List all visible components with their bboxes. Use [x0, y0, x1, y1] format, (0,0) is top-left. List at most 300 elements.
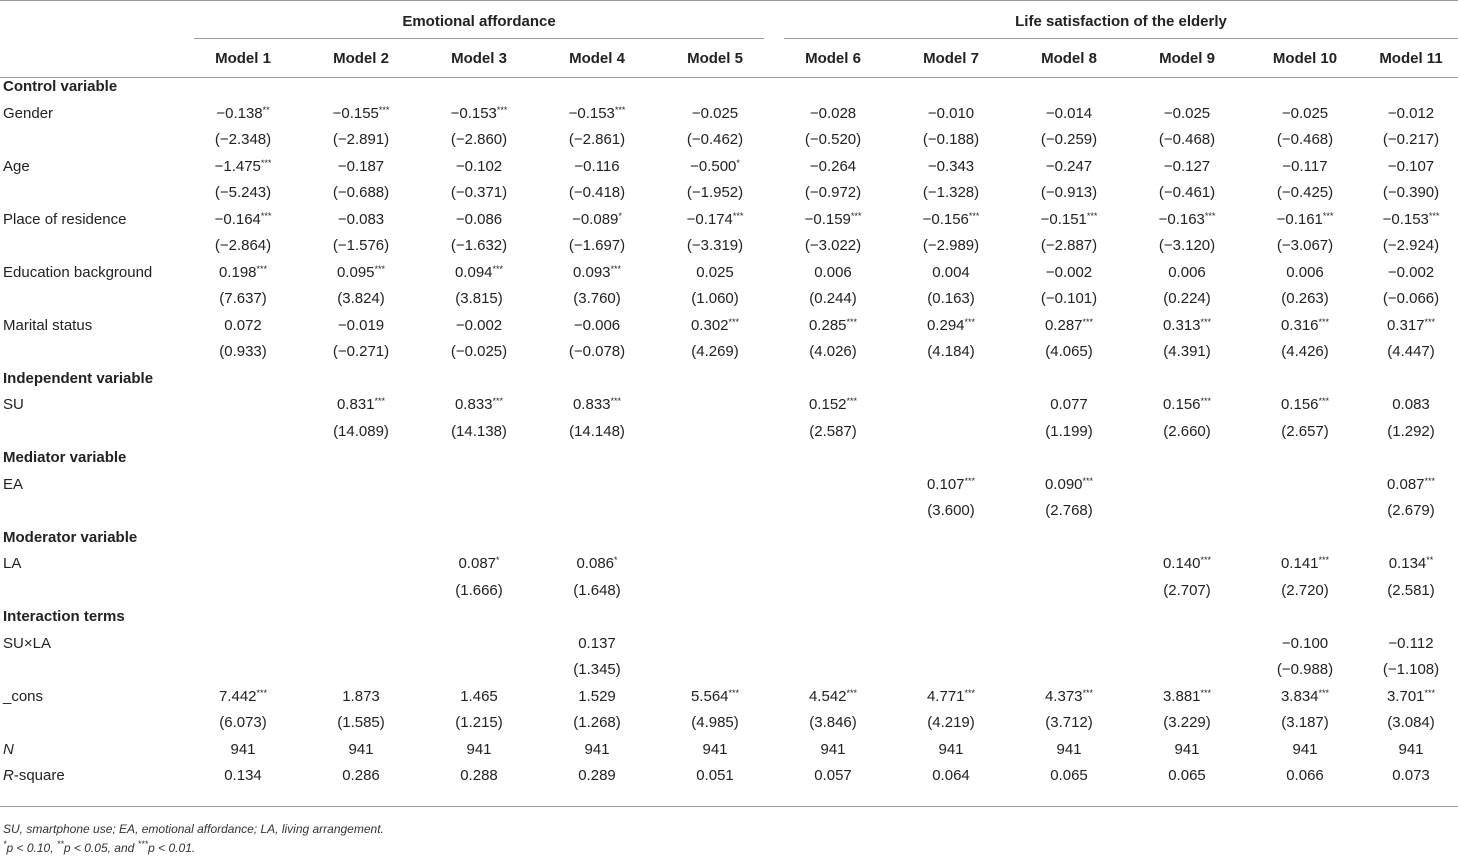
cell-model-8: (3.712): [1045, 714, 1093, 732]
cell-model-4: [538, 472, 656, 499]
cell-model-11: (−0.217): [1382, 131, 1440, 149]
cell-model-1: 0.198***: [218, 263, 268, 281]
header-rule: [0, 77, 1458, 78]
cell-model-4: −0.116: [574, 157, 620, 175]
row-label: Place of residence: [3, 210, 127, 228]
cell-model-7: [892, 419, 1010, 446]
significance-stars: ***: [378, 104, 390, 115]
cell-model-11: −0.112: [1388, 634, 1434, 652]
cell-model-1: [184, 551, 302, 578]
significance-stars: ***: [256, 263, 268, 274]
row-label: [0, 127, 184, 154]
cell-model-7: 0.004: [932, 263, 970, 281]
cell-model-4: (−2.861): [568, 131, 626, 149]
cell-model-11: (2.581): [1387, 581, 1435, 599]
significance-stars: ***: [260, 157, 272, 168]
cell-model-3: −0.086: [455, 210, 503, 228]
cell-model-7: 0.064: [932, 767, 970, 785]
significance-stars: ***: [1200, 555, 1212, 566]
cell-model-9: (4.391): [1163, 343, 1211, 361]
significance-stars: ***: [137, 839, 149, 849]
cell-model-7: −0.343: [927, 157, 975, 175]
cell-model-6: (4.026): [809, 343, 857, 361]
row-label: N: [3, 740, 14, 758]
cell-model-6: [774, 578, 892, 605]
footnote-abbreviations: SU, smartphone use; EA, emotional affordance; LA, living arrangement.: [3, 822, 384, 836]
cell-model-8: −0.002: [1045, 263, 1093, 281]
cell-model-11: (1.292): [1387, 422, 1435, 440]
regression-table: [0, 44, 1458, 790]
cell-model-5: [656, 631, 774, 658]
cell-model-11: (3.084): [1387, 714, 1435, 732]
column-header-model-3: Model 3: [451, 50, 507, 67]
cell-model-9: (−0.461): [1158, 184, 1216, 202]
cell-model-5: (4.985): [691, 714, 739, 732]
significance-stars: *: [736, 157, 740, 168]
cell-model-10: (−0.988): [1276, 661, 1334, 679]
cell-model-11: −0.002: [1387, 263, 1435, 281]
significance-stars: ***: [846, 396, 858, 407]
cell-model-2: [302, 498, 420, 525]
t-stat-row: [0, 127, 1458, 154]
cell-model-11: −0.153***: [1382, 210, 1440, 228]
cell-model-6: 941: [820, 740, 846, 758]
t-stat-row: [0, 498, 1458, 525]
cell-model-10: (4.426): [1281, 343, 1329, 361]
column-header-row: [0, 44, 1458, 74]
row-label: Age: [3, 157, 30, 175]
cell-model-5: −0.500*: [690, 157, 740, 175]
cell-model-3: [420, 657, 538, 684]
significance-stars: ***: [492, 263, 504, 274]
cell-model-6: −0.028: [809, 104, 857, 122]
cell-model-5: [656, 551, 774, 578]
section-row: [0, 525, 1458, 552]
coefficient-row: [0, 472, 1458, 499]
cell-model-6: (3.846): [809, 714, 857, 732]
cell-model-9: (2.660): [1163, 422, 1211, 440]
section-label: Mediator variable: [3, 449, 127, 467]
row-label: [0, 498, 184, 525]
cell-model-10: (2.657): [1281, 422, 1329, 440]
cell-model-8: 0.287***: [1044, 316, 1094, 334]
significance-stars: ***: [1318, 316, 1330, 327]
row-label: Education background: [3, 263, 153, 281]
cell-model-6: (−0.972): [804, 184, 862, 202]
cell-model-5: (−1.952): [686, 184, 744, 202]
cell-model-7: (0.163): [927, 290, 975, 308]
cell-model-2: [302, 631, 420, 658]
cell-model-8: 0.077: [1050, 396, 1088, 414]
column-header-model-1: Model 1: [215, 50, 271, 67]
significance-stars: ***: [1424, 687, 1436, 698]
cell-model-1: 0.072: [224, 316, 262, 334]
significance-stars: *: [496, 555, 500, 566]
cell-model-7: [892, 392, 1010, 419]
cell-model-3: [420, 631, 538, 658]
cell-model-9: 0.140***: [1162, 555, 1212, 573]
cell-model-1: −0.164***: [214, 210, 272, 228]
cell-model-3: [420, 498, 538, 525]
significance-stars: ***: [850, 210, 862, 221]
cell-model-9: 0.313***: [1162, 316, 1212, 334]
cell-model-8: (−0.259): [1040, 131, 1098, 149]
row-label: _cons: [3, 687, 44, 705]
significance-stars: ***: [964, 475, 976, 486]
cell-model-6: (−3.022): [804, 237, 862, 255]
cell-model-8: 941: [1056, 740, 1082, 758]
cell-model-4: 0.833***: [572, 396, 622, 414]
row-label: [0, 419, 184, 446]
t-stat-row: [0, 578, 1458, 605]
cell-model-3: (1.215): [455, 714, 503, 732]
cell-model-8: 4.373***: [1044, 687, 1094, 705]
cell-model-3: (14.138): [451, 422, 507, 440]
cell-model-7: 4.771***: [926, 687, 976, 705]
cell-model-1: (−5.243): [214, 184, 272, 202]
cell-model-1: 941: [230, 740, 256, 758]
cell-model-9: 0.065: [1168, 767, 1206, 785]
row-label: [0, 180, 184, 207]
cell-model-8: −0.151***: [1040, 210, 1098, 228]
cell-model-11: (−0.390): [1382, 184, 1440, 202]
significance-stars: **: [56, 839, 64, 849]
cell-model-5: 0.302***: [690, 316, 740, 334]
cell-model-7: (3.600): [927, 502, 975, 520]
significance-stars: ***: [728, 687, 740, 698]
cell-model-10: 0.006: [1286, 263, 1324, 281]
row-label: SU×LA: [3, 634, 51, 652]
cell-model-1: [184, 657, 302, 684]
cell-model-4: 0.137: [578, 634, 616, 652]
significance-stars: ***: [374, 396, 386, 407]
column-header-model-4: Model 4: [569, 50, 625, 67]
cell-model-1: (6.073): [219, 714, 267, 732]
summary-stat-row: [0, 763, 1458, 790]
cell-model-8: [1010, 657, 1128, 684]
cell-model-4: (1.648): [573, 581, 621, 599]
cell-model-4: (−0.418): [568, 184, 626, 202]
section-row: [0, 445, 1458, 472]
cell-model-3: 0.087*: [458, 555, 500, 573]
cell-model-4: 941: [584, 740, 610, 758]
column-header-model-5: Model 5: [687, 50, 743, 67]
cell-model-2: (14.089): [333, 422, 389, 440]
cell-model-3: (−1.632): [450, 237, 508, 255]
coefficient-row: [0, 313, 1458, 340]
significance-stars: ***: [1428, 210, 1440, 221]
cell-model-11: 0.073: [1392, 767, 1430, 785]
cell-model-2: [302, 551, 420, 578]
t-stat-row: [0, 286, 1458, 313]
cell-model-8: [1010, 551, 1128, 578]
t-stat-row: [0, 233, 1458, 260]
significance-stars: ***: [1200, 316, 1212, 327]
cell-model-10: (2.720): [1281, 581, 1329, 599]
significance-stars: ***: [846, 316, 858, 327]
cell-model-6: (−0.520): [804, 131, 862, 149]
group-title-life-satisfaction: Life satisfaction of the elderly: [1015, 13, 1227, 30]
significance-stars: ***: [614, 104, 626, 115]
cell-model-11: (−1.108): [1382, 661, 1440, 679]
cell-model-7: (−2.989): [922, 237, 980, 255]
cell-model-2: (−1.576): [332, 237, 390, 255]
cell-model-10: −0.025: [1281, 104, 1329, 122]
cell-model-7: 0.294***: [926, 316, 976, 334]
cell-model-9: 0.156***: [1162, 396, 1212, 414]
cell-model-7: −0.156***: [922, 210, 980, 228]
cell-model-11: (−0.066): [1382, 290, 1440, 308]
cell-model-4: −0.153***: [568, 104, 626, 122]
cell-model-2: −0.019: [337, 316, 385, 334]
section-label: Independent variable: [3, 369, 154, 387]
cell-model-10: [1246, 472, 1364, 499]
cell-model-3: (−2.860): [450, 131, 508, 149]
column-header-model-11: Model 11: [1379, 50, 1443, 67]
cell-model-9: −0.163***: [1158, 210, 1216, 228]
cell-model-5: −0.174***: [686, 210, 744, 228]
significance-stars: ***: [256, 687, 268, 698]
significance-stars: **: [262, 104, 270, 115]
coefficient-row: [0, 260, 1458, 287]
cell-model-9: (3.229): [1163, 714, 1211, 732]
cell-model-1: (7.637): [219, 290, 267, 308]
cell-model-8: −0.247: [1045, 157, 1093, 175]
cell-model-3: −0.002: [455, 316, 503, 334]
cell-model-10: −0.117: [1282, 157, 1328, 175]
cell-model-1: 0.134: [224, 767, 262, 785]
section-row: [0, 604, 1458, 631]
cell-model-6: 0.057: [814, 767, 852, 785]
cell-model-6: [774, 551, 892, 578]
cell-model-2: 0.095***: [336, 263, 386, 281]
cell-model-9: [1128, 631, 1246, 658]
cell-model-11: (4.447): [1387, 343, 1435, 361]
cell-model-7: [892, 551, 1010, 578]
cell-model-11: 941: [1398, 740, 1424, 758]
cell-model-6: [774, 657, 892, 684]
cell-model-5: [656, 419, 774, 446]
cell-model-6: −0.159***: [804, 210, 862, 228]
cell-model-10: [1246, 498, 1364, 525]
t-stat-row: [0, 419, 1458, 446]
column-header-model-8: Model 8: [1041, 50, 1097, 67]
cell-model-4: (3.760): [573, 290, 621, 308]
column-header-model-9: Model 9: [1159, 50, 1215, 67]
cell-model-6: 4.542***: [808, 687, 858, 705]
cell-model-11: (2.679): [1387, 502, 1435, 520]
coefficient-row: [0, 551, 1458, 578]
cell-model-3: 0.833***: [454, 396, 504, 414]
significance-stars: ***: [968, 210, 980, 221]
table-body: [0, 74, 1458, 790]
cell-model-6: (2.587): [809, 422, 857, 440]
significance-stars: ***: [732, 210, 744, 221]
cell-model-2: (−2.891): [332, 131, 390, 149]
row-label: EA: [3, 475, 24, 493]
cell-model-5: −0.025: [691, 104, 739, 122]
column-header-model-10: Model 10: [1272, 50, 1338, 67]
cell-model-9: (0.224): [1163, 290, 1211, 308]
cell-model-7: [892, 631, 1010, 658]
cell-model-7: (4.219): [927, 714, 975, 732]
cell-model-3: 0.094***: [454, 263, 504, 281]
row-label: [0, 339, 184, 366]
cell-model-9: −0.127: [1163, 157, 1211, 175]
cell-model-1: [184, 392, 302, 419]
significance-stars: *: [614, 555, 618, 566]
significance-stars: ***: [1086, 210, 1098, 221]
significance-stars: ***: [496, 104, 508, 115]
cell-model-9: [1128, 657, 1246, 684]
cell-model-4: (−1.697): [568, 237, 626, 255]
cell-model-6: −0.264: [809, 157, 857, 175]
cell-model-11: 3.701***: [1386, 687, 1436, 705]
cell-model-4: 0.093***: [572, 263, 622, 281]
cell-model-9: 3.881***: [1162, 687, 1212, 705]
cell-model-6: [774, 631, 892, 658]
cell-model-7: (4.184): [927, 343, 975, 361]
cell-model-1: [184, 578, 302, 605]
coefficient-row: [0, 207, 1458, 234]
significance-stars: ***: [1318, 555, 1330, 566]
cell-model-6: (0.244): [809, 290, 857, 308]
cell-model-3: 0.288: [460, 767, 498, 785]
significance-stars: *: [618, 210, 622, 221]
cell-model-10: 0.156***: [1280, 396, 1330, 414]
cell-model-3: [420, 472, 538, 499]
significance-stars: ***: [964, 316, 976, 327]
section-label: Moderator variable: [3, 528, 138, 546]
cell-model-9: (−3.120): [1158, 237, 1216, 255]
cell-model-4: [538, 498, 656, 525]
significance-stars: ***: [1082, 316, 1094, 327]
cell-model-6: [774, 472, 892, 499]
significance-stars: ***: [728, 316, 740, 327]
cell-model-10: 0.141***: [1280, 555, 1330, 573]
cell-model-1: [184, 498, 302, 525]
significance-stars: ***: [964, 687, 976, 698]
cell-model-7: (−1.328): [922, 184, 980, 202]
coefficient-row: [0, 392, 1458, 419]
bottom-rule: [0, 806, 1458, 807]
cell-model-8: [1010, 631, 1128, 658]
significance-stars: **: [1426, 555, 1434, 566]
cell-model-2: (−0.688): [332, 184, 390, 202]
cell-model-9: 941: [1174, 740, 1200, 758]
cell-model-3: −0.102: [455, 157, 503, 175]
cell-model-6: [774, 498, 892, 525]
coefficient-row: [0, 101, 1458, 128]
cell-model-5: [656, 657, 774, 684]
cell-model-1: (0.933): [219, 343, 267, 361]
cell-model-1: [184, 419, 302, 446]
cell-model-3: −0.153***: [450, 104, 508, 122]
cell-model-5: [656, 392, 774, 419]
cell-model-11: −0.107: [1387, 157, 1435, 175]
cell-model-9: 0.006: [1168, 263, 1206, 281]
significance-stars: ***: [1318, 687, 1330, 698]
cell-model-2: (1.585): [337, 714, 385, 732]
cell-model-1: −0.138**: [216, 104, 270, 122]
t-stat-row: [0, 339, 1458, 366]
cell-model-5: [656, 472, 774, 499]
significance-stars: ***: [610, 396, 622, 407]
column-header-model-2: Model 2: [333, 50, 389, 67]
cell-model-4: (−0.078): [568, 343, 626, 361]
cell-model-10: (−3.067): [1276, 237, 1334, 255]
section-label: Control variable: [3, 78, 118, 96]
cell-model-5: 0.025: [696, 263, 734, 281]
cell-model-10: −0.100: [1281, 634, 1329, 652]
cell-model-8: 0.090***: [1044, 475, 1094, 493]
cell-model-3: (1.666): [455, 581, 503, 599]
cell-model-5: (4.269): [691, 343, 739, 361]
cell-model-1: (−2.864): [214, 237, 272, 255]
coefficient-row: [0, 154, 1458, 181]
cell-model-11: 0.317***: [1386, 316, 1436, 334]
cell-model-2: −0.187: [337, 157, 385, 175]
cell-model-9: (−0.468): [1158, 131, 1216, 149]
cell-model-10: (0.263): [1281, 290, 1329, 308]
cell-model-10: −0.161***: [1276, 210, 1334, 228]
row-label: LA: [3, 555, 22, 573]
cell-model-11: 0.087***: [1386, 475, 1436, 493]
footnote-significance: *p < 0.10, **p < 0.05, and ***p < 0.01.: [3, 839, 196, 855]
row-label: [0, 710, 184, 737]
column-header-model-6: Model 6: [805, 50, 861, 67]
significance-stars: ***: [846, 687, 858, 698]
row-label: [0, 657, 184, 684]
group-title-emotional-affordance: Emotional affordance: [402, 13, 556, 30]
section-row: [0, 366, 1458, 393]
group-rule-life-satisfaction: [784, 38, 1458, 39]
cell-model-4: (1.345): [573, 661, 621, 679]
significance-stars: ***: [1204, 210, 1216, 221]
cell-model-9: (2.707): [1163, 581, 1211, 599]
cell-model-4: 0.086*: [576, 555, 618, 573]
cell-model-1: 7.442***: [218, 687, 268, 705]
cell-model-8: (1.199): [1045, 422, 1093, 440]
cell-model-7: [892, 657, 1010, 684]
cell-model-10: (−0.425): [1276, 184, 1334, 202]
significance-stars: ***: [1322, 210, 1334, 221]
cell-model-2: (3.824): [337, 290, 385, 308]
cell-model-3: 941: [466, 740, 492, 758]
cell-model-4: −0.006: [573, 316, 621, 334]
cell-model-2: [302, 578, 420, 605]
summary-stat-row: [0, 737, 1458, 764]
cell-model-1: (−2.348): [214, 131, 272, 149]
cell-model-5: (−3.319): [686, 237, 744, 255]
significance-stars: ***: [1424, 316, 1436, 327]
row-label: R-square: [3, 767, 65, 785]
cell-model-5: 0.051: [696, 767, 734, 785]
section-label: Interaction terms: [3, 608, 125, 626]
cell-model-8: [1010, 578, 1128, 605]
cell-model-1: [184, 631, 302, 658]
t-stat-row: [0, 657, 1458, 684]
cell-model-3: (3.815): [455, 290, 503, 308]
cell-model-3: (−0.371): [450, 184, 508, 202]
cell-model-2: 1.873: [342, 687, 380, 705]
cell-model-5: (1.060): [691, 290, 739, 308]
cell-model-1: [184, 472, 302, 499]
cell-model-8: −0.014: [1045, 104, 1093, 122]
cell-model-10: 3.834***: [1280, 687, 1330, 705]
cell-model-9: −0.025: [1163, 104, 1211, 122]
cell-model-6: 0.006: [814, 263, 852, 281]
